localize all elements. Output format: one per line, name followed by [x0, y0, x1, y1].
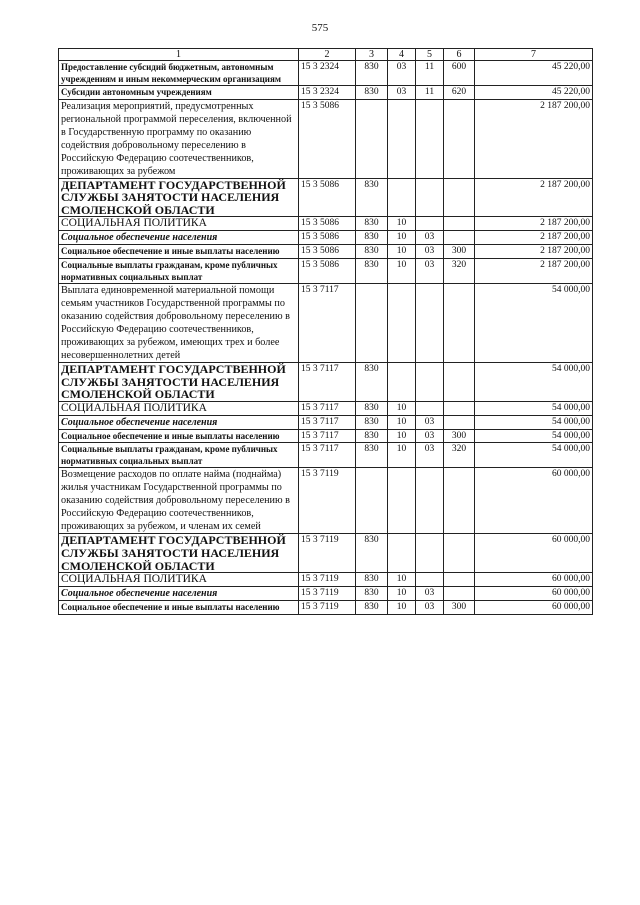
section-code: 10 [388, 573, 416, 587]
expense-type-code [444, 231, 475, 245]
subsection-code [416, 401, 444, 415]
ministry-code: 830 [356, 587, 388, 601]
section-code: 10 [388, 245, 416, 259]
ministry-code: 830 [356, 245, 388, 259]
target-article-code: 15 3 5086 [299, 258, 356, 283]
table-row [59, 443, 593, 468]
item-name: ДЕПАРТАМЕНТ ГОСУДАРСТВЕННОЙ СЛУЖБЫ ЗАНЯТОСТИ НАСЕЛЕНИЯ СМОЛЕНСКОЙ ОБЛАСТИ [59, 362, 299, 401]
amount: 45 220,00 [475, 61, 593, 86]
item-name: Предоставление субсидий бюджетным, автономным учреждениям и иным некоммерческим организациям [59, 61, 299, 86]
table-row [59, 362, 593, 401]
item-name: Социальное обеспечение населения [59, 231, 299, 245]
target-article-code: 15 3 7119 [299, 587, 356, 601]
expense-type-code: 300 [444, 429, 475, 443]
amount: 60 000,00 [475, 534, 593, 573]
expense-type-code [444, 415, 475, 429]
amount: 60 000,00 [475, 587, 593, 601]
table-body [59, 61, 593, 615]
ministry-code: 830 [356, 415, 388, 429]
ministry-code: 830 [356, 217, 388, 231]
ministry-code: 830 [356, 258, 388, 283]
expense-type-code [444, 534, 475, 573]
target-article-code: 15 3 7117 [299, 401, 356, 415]
section-code [388, 362, 416, 401]
ministry-code: 830 [356, 534, 388, 573]
ministry-code: 830 [356, 443, 388, 468]
table-row [59, 429, 593, 443]
amount: 2 187 200,00 [475, 258, 593, 283]
expense-type-code: 600 [444, 61, 475, 86]
table-row [59, 86, 593, 100]
ministry-code: 830 [356, 573, 388, 587]
section-code: 10 [388, 429, 416, 443]
target-article-code: 15 3 7119 [299, 534, 356, 573]
target-article-code: 15 3 7119 [299, 468, 356, 534]
expense-type-code [444, 178, 475, 217]
ministry-code: 830 [356, 178, 388, 217]
target-article-code: 15 3 7117 [299, 443, 356, 468]
subsection-code [416, 362, 444, 401]
section-code: 10 [388, 231, 416, 245]
amount: 2 187 200,00 [475, 231, 593, 245]
header-cell: 1 [59, 49, 299, 61]
item-name: Социальное обеспечение и иные выплаты населению [59, 601, 299, 615]
table-row [59, 534, 593, 573]
header-cell: 5 [416, 49, 444, 61]
item-name: Реализация мероприятий, предусмотренных региональной программой переселения, включенной в Государственную программу по оказанию содействия добровольному переселению в Российскую Федерацию соотечественников, проживающих за рубежом [59, 99, 299, 178]
section-code: 10 [388, 401, 416, 415]
item-name: Социальное обеспечение и иные выплаты населению [59, 245, 299, 259]
target-article-code: 15 3 7119 [299, 601, 356, 615]
table-row [59, 61, 593, 86]
subsection-code: 03 [416, 601, 444, 615]
header-cell: 4 [388, 49, 416, 61]
target-article-code: 15 3 5086 [299, 178, 356, 217]
item-name: Субсидии автономным учреждениям [59, 86, 299, 100]
item-name: ДЕПАРТАМЕНТ ГОСУДАРСТВЕННОЙ СЛУЖБЫ ЗАНЯТОСТИ НАСЕЛЕНИЯ СМОЛЕНСКОЙ ОБЛАСТИ [59, 534, 299, 573]
item-name: Социальные выплаты гражданам, кроме публичных нормативных социальных выплат [59, 443, 299, 468]
header-cell: 2 [299, 49, 356, 61]
item-name: Социальное обеспечение населения [59, 587, 299, 601]
target-article-code: 15 3 7117 [299, 362, 356, 401]
subsection-code [416, 217, 444, 231]
expense-type-code: 320 [444, 258, 475, 283]
target-article-code: 15 3 2324 [299, 61, 356, 86]
header-cell: 7 [475, 49, 593, 61]
target-article-code: 15 3 2324 [299, 86, 356, 100]
ministry-code: 830 [356, 601, 388, 615]
table-row [59, 283, 593, 362]
expense-type-code [444, 468, 475, 534]
ministry-code [356, 283, 388, 362]
page-number: 575 [311, 22, 329, 34]
amount: 54 000,00 [475, 429, 593, 443]
ministry-code: 830 [356, 401, 388, 415]
amount: 2 187 200,00 [475, 178, 593, 217]
section-code [388, 178, 416, 217]
section-code: 10 [388, 601, 416, 615]
section-code: 10 [388, 443, 416, 468]
table-row [59, 415, 593, 429]
amount: 54 000,00 [475, 443, 593, 468]
table-row [59, 587, 593, 601]
table-row [59, 468, 593, 534]
subsection-code [416, 178, 444, 217]
table-row [59, 217, 593, 231]
section-code: 10 [388, 217, 416, 231]
item-name: Социальные выплаты гражданам, кроме публичных нормативных социальных выплат [59, 258, 299, 283]
subsection-code: 03 [416, 587, 444, 601]
target-article-code: 15 3 5086 [299, 99, 356, 178]
subsection-code: 03 [416, 245, 444, 259]
expense-type-code: 300 [444, 245, 475, 259]
table-row [59, 231, 593, 245]
ministry-code: 830 [356, 61, 388, 86]
target-article-code: 15 3 5086 [299, 231, 356, 245]
item-name: ДЕПАРТАМЕНТ ГОСУДАРСТВЕННОЙ СЛУЖБЫ ЗАНЯТОСТИ НАСЕЛЕНИЯ СМОЛЕНСКОЙ ОБЛАСТИ [59, 178, 299, 217]
table-row [59, 258, 593, 283]
expense-type-code [444, 217, 475, 231]
expense-type-code [444, 283, 475, 362]
ministry-code: 830 [356, 86, 388, 100]
header-cell: 3 [356, 49, 388, 61]
table-row [59, 401, 593, 415]
budget-table [58, 48, 593, 615]
header-row [59, 49, 593, 61]
item-name: СОЦИАЛЬНАЯ ПОЛИТИКА [59, 217, 299, 231]
target-article-code: 15 3 5086 [299, 217, 356, 231]
subsection-code [416, 573, 444, 587]
ministry-code [356, 468, 388, 534]
target-article-code: 15 3 7117 [299, 415, 356, 429]
table-row [59, 601, 593, 615]
amount: 2 187 200,00 [475, 217, 593, 231]
section-code: 10 [388, 415, 416, 429]
table-row [59, 245, 593, 259]
expense-type-code [444, 587, 475, 601]
expense-type-code [444, 573, 475, 587]
expense-type-code: 620 [444, 86, 475, 100]
section-code: 03 [388, 86, 416, 100]
target-article-code: 15 3 7119 [299, 573, 356, 587]
subsection-code [416, 468, 444, 534]
table-row [59, 178, 593, 217]
expense-type-code [444, 99, 475, 178]
subsection-code: 03 [416, 443, 444, 468]
amount: 60 000,00 [475, 468, 593, 534]
ministry-code: 830 [356, 362, 388, 401]
item-name: Выплата единовременной материальной помощи семьям участников Государственной программы по оказанию содействия добровольному переселению в Российскую Федерацию соотечественников, проживающих за рубежом, имеющих трех и более несовершеннолетних детей [59, 283, 299, 362]
amount: 54 000,00 [475, 401, 593, 415]
item-name: СОЦИАЛЬНАЯ ПОЛИТИКА [59, 573, 299, 587]
amount: 2 187 200,00 [475, 99, 593, 178]
item-name: СОЦИАЛЬНАЯ ПОЛИТИКА [59, 401, 299, 415]
item-name: Возмещение расходов по оплате найма (поднайма) жилья участникам Государственной программы по оказанию содействия добровольному переселению в Российскую Федерацию соотечественников, проживающих за рубежом, и членам их семей [59, 468, 299, 534]
subsection-code: 03 [416, 258, 444, 283]
table-row [59, 573, 593, 587]
item-name: Социальное обеспечение и иные выплаты населению [59, 429, 299, 443]
expense-type-code: 300 [444, 601, 475, 615]
amount: 54 000,00 [475, 362, 593, 401]
amount: 54 000,00 [475, 415, 593, 429]
amount: 2 187 200,00 [475, 245, 593, 259]
table-row [59, 99, 593, 178]
amount: 60 000,00 [475, 601, 593, 615]
ministry-code [356, 99, 388, 178]
amount: 45 220,00 [475, 86, 593, 100]
subsection-code: 11 [416, 61, 444, 86]
amount: 60 000,00 [475, 573, 593, 587]
subsection-code: 03 [416, 231, 444, 245]
ministry-code: 830 [356, 429, 388, 443]
subsection-code [416, 99, 444, 178]
section-code [388, 99, 416, 178]
expense-type-code [444, 401, 475, 415]
section-code [388, 468, 416, 534]
expense-type-code: 320 [444, 443, 475, 468]
section-code: 03 [388, 61, 416, 86]
target-article-code: 15 3 7117 [299, 283, 356, 362]
section-code: 10 [388, 258, 416, 283]
section-code [388, 534, 416, 573]
expense-type-code [444, 362, 475, 401]
target-article-code: 15 3 5086 [299, 245, 356, 259]
subsection-code [416, 283, 444, 362]
ministry-code: 830 [356, 231, 388, 245]
item-name: Социальное обеспечение населения [59, 415, 299, 429]
target-article-code: 15 3 7117 [299, 429, 356, 443]
amount: 54 000,00 [475, 283, 593, 362]
subsection-code [416, 534, 444, 573]
subsection-code: 03 [416, 429, 444, 443]
section-code [388, 283, 416, 362]
header-cell: 6 [444, 49, 475, 61]
subsection-code: 11 [416, 86, 444, 100]
subsection-code: 03 [416, 415, 444, 429]
section-code: 10 [388, 587, 416, 601]
